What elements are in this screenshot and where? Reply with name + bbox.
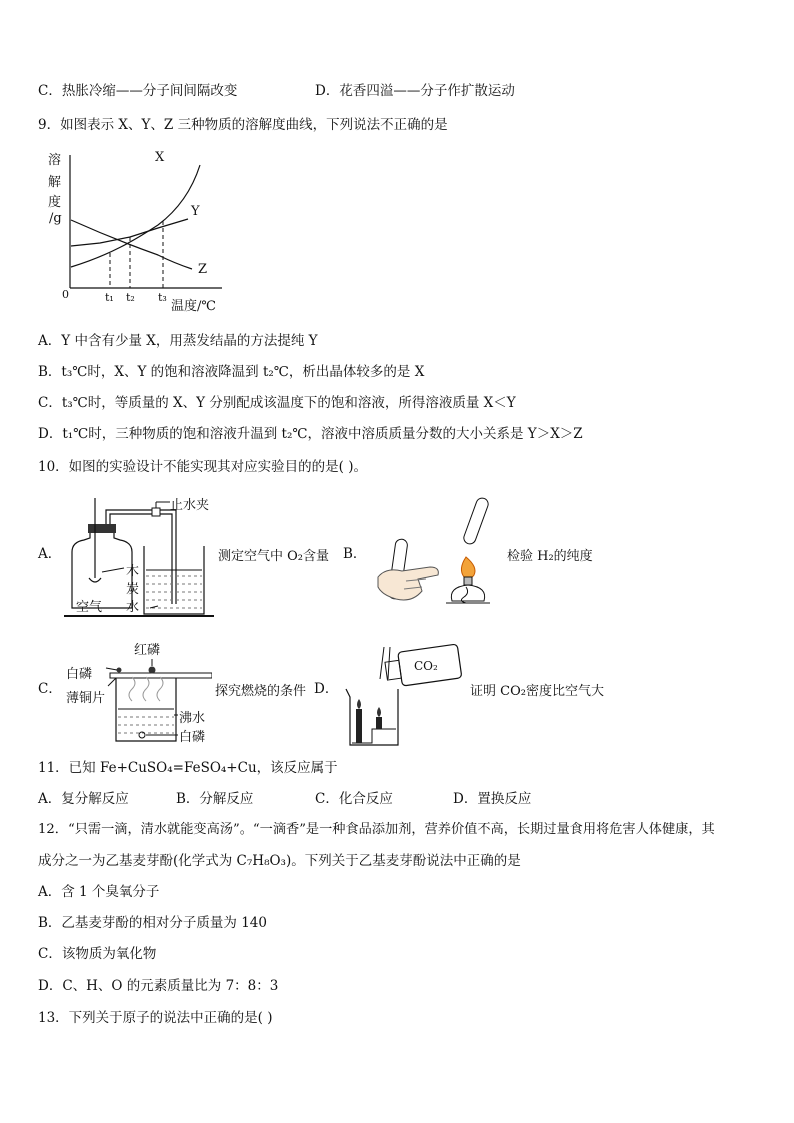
q9-stem: 9．如图表示 X、Y、Z 三种物质的溶解度曲线，下列说法不正确的是 xyxy=(38,117,448,133)
label-copper-sheet: 薄铜片 xyxy=(66,691,106,706)
q9-option-b: B．t₃℃时，X、Y 的饱和溶液降温到 t₂℃，析出晶体较多的是 X xyxy=(38,364,425,380)
label-white-phosphorus-top: 白磷 xyxy=(66,667,93,682)
q12-stem-line1: 12．“只需一滴，清水就能变高汤”。“一滴香”是一种食品添加剂，营养价值不高，长期过量食用将危害人体健康，其 xyxy=(38,822,715,837)
q12-option-b: B．乙基麦芽酚的相对分子质量为 140 xyxy=(38,915,267,931)
q10-b-description: 检验 H₂的纯度 xyxy=(507,549,593,564)
q10-d-description: 证明 CO₂密度比空气大 xyxy=(470,684,604,699)
q11-option-d: D．置换反应 xyxy=(453,791,532,807)
tick-t1: t₁ xyxy=(105,291,114,304)
q12-option-a: A．含 1 个臭氧分子 xyxy=(38,884,160,900)
graph-y-label-2: 解 xyxy=(48,175,62,190)
label-clamp: 止水夹 xyxy=(170,498,210,513)
q11-stem: 11．已知 Fe+CuSO₄=FeSO₄+Cu，该反应属于 xyxy=(38,760,338,776)
q9-solubility-graph xyxy=(40,145,240,315)
q10-d-apparatus xyxy=(338,637,468,747)
tick-t2: t₂ xyxy=(126,291,135,304)
graph-curves xyxy=(40,145,240,315)
q11-option-a: A．复分解反应 xyxy=(38,791,129,807)
label-red-phosphorus: 红磷 xyxy=(134,643,161,658)
curve-label-y: Y xyxy=(191,204,200,219)
q10-b-letter: B． xyxy=(343,546,367,562)
label-air: 空气 xyxy=(76,600,103,615)
q12-option-d: D．C、H、O 的元素质量比为 7：8：3 xyxy=(38,978,279,994)
q9-option-c: C．t₃℃时，等质量的 X、Y 分别配成该温度下的饱和溶液，所得溶液质量 X＜Y xyxy=(38,395,516,411)
tick-t3: t₃ xyxy=(158,291,167,304)
q10-a-apparatus xyxy=(62,490,217,622)
graph-y-label-1: 溶 xyxy=(48,153,62,168)
q10-a-letter: A． xyxy=(38,546,62,562)
q9-option-a: A．Y 中含有少量 X，用蒸发结晶的方法提纯 Y xyxy=(38,333,318,349)
label-boiling-water: 沸水 xyxy=(179,711,206,726)
label-water: 水 xyxy=(126,600,140,615)
graph-x-label: 温度/℃ xyxy=(171,299,216,314)
label-charcoal-2: 炭 xyxy=(126,582,140,597)
graph-y-label-3: 度 xyxy=(48,195,62,210)
q10-c-description: 探究燃烧的条件 xyxy=(215,684,307,699)
q12-option-c: C．该物质为氧化物 xyxy=(38,946,157,962)
curve-label-z: Z xyxy=(198,262,208,277)
label-co2: CO₂ xyxy=(414,659,438,673)
q10-c-apparatus xyxy=(62,637,212,747)
q10-d-letter: D． xyxy=(314,681,339,697)
curve-x xyxy=(71,165,200,267)
label-charcoal-1: 木 xyxy=(126,564,140,579)
graph-origin: 0 xyxy=(62,288,69,301)
q9-option-d: D．t₁℃时，三种物质的饱和溶液升温到 t₂℃，溶液中溶质质量分数的大小关系是 Y＞X＞Z xyxy=(38,426,583,442)
label-white-phosphorus-bottom: 白磷 xyxy=(179,730,206,745)
q11-option-b: B．分解反应 xyxy=(176,791,254,807)
q13-stem: 13．下列关于原子的说法中正确的是( ) xyxy=(38,1010,273,1026)
q12-stem-line2: 成分之一为乙基麦芽酚(化学式为 C₇H₈O₃)。下列关于乙基麦芽酚说法中正确的是 xyxy=(38,853,521,869)
q10-c-letter: C． xyxy=(38,681,62,697)
graph-y-label-4: /g xyxy=(49,211,62,226)
q8-option-d: D．花香四溢——分子作扩散运动 xyxy=(315,83,515,99)
q10-b-apparatus xyxy=(372,495,497,615)
q11-option-c: C．化合反应 xyxy=(315,791,393,807)
q8-option-c: C．热胀冷缩——分子间间隔改变 xyxy=(38,83,238,99)
q10-stem: 10．如图的实验设计不能实现其对应实验目的的是( )。 xyxy=(38,459,368,475)
q10-a-description: 测定空气中 O₂含量 xyxy=(218,549,330,564)
curve-label-x: X xyxy=(155,150,165,165)
